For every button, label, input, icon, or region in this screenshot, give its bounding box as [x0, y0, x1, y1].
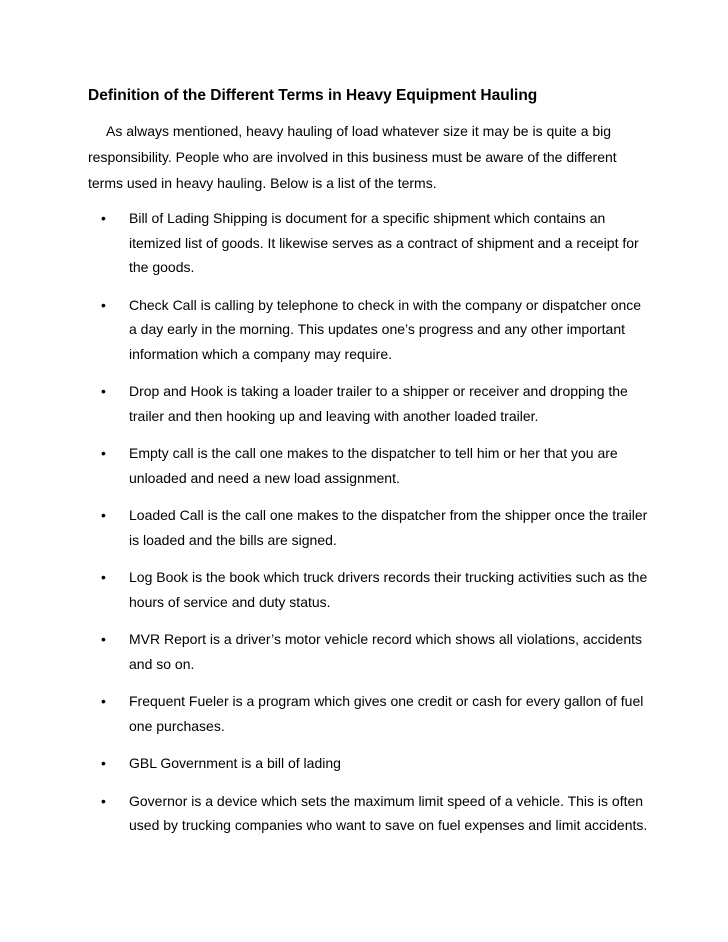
- list-item: [88, 206, 648, 280]
- bullet-icon: •: [101, 792, 106, 809]
- term-text: Drop and Hook is taking a loader trailer to a shipper or receiver and dropping the trailer and then hooking up and leaving with another loaded trailer.: [129, 383, 628, 424]
- term-text: Empty call is the call one makes to the dispatcher to tell him or her that you are unloaded and need a new load assignment.: [129, 445, 618, 486]
- list-item: [88, 441, 648, 490]
- list-item: [88, 751, 648, 776]
- bullet-icon: •: [101, 383, 106, 399]
- bullet-icon: •: [101, 569, 106, 585]
- bullet-icon: •: [101, 755, 106, 771]
- term-text: Frequent Fueler is a program which gives one credit or cash for every gallon of fuel one purchases.: [129, 693, 644, 734]
- list-item: [88, 789, 648, 838]
- list-item: [88, 689, 648, 738]
- list-item: [88, 627, 648, 676]
- term-text: Check Call is calling by telephone to check in with the company or dispatcher once a day early in the morning. This updates one’s progress and any other important information which a company may require.: [129, 296, 642, 362]
- term-text: GBL Government is a bill of lading: [129, 755, 341, 771]
- bullet-icon: •: [101, 445, 106, 461]
- bullet-icon: •: [101, 210, 106, 226]
- term-text: Log Book is the book which truck drivers records their trucking activities such as the hours of service and duty status.: [129, 569, 648, 610]
- term-text: MVR Report is a driver’s motor vehicle record which shows all violations, accidents and so on.: [129, 631, 643, 672]
- page-title: Definition of the Different Terms in Heavy Equipment Hauling: [88, 87, 538, 104]
- bullet-icon: •: [101, 631, 106, 647]
- bullet-icon: •: [101, 296, 106, 313]
- terms-list: [88, 206, 648, 851]
- list-item: [88, 565, 648, 614]
- term-text: Governor is a device which sets the maximum limit speed of a vehicle. This is often used by trucking companies who want to save on fuel expenses and limit accidents.: [129, 792, 648, 833]
- bullet-icon: •: [101, 693, 106, 709]
- term-text: Loaded Call is the call one makes to the dispatcher from the shipper once the trailer is loaded and the bills are signed.: [129, 507, 648, 548]
- intro-paragraph: As always mentioned, heavy hauling of load whatever size it may be is quite a big responsibility. People who are involved in this business must be aware of the different terms used in heavy hauling. Below is a list of the terms.: [88, 123, 617, 191]
- list-item: [88, 379, 648, 428]
- bullet-icon: •: [101, 507, 106, 523]
- term-text: Bill of Lading Shipping is document for a specific shipment which contains an itemized list of goods. It likewise serves as a contract of shipment and a receipt for the goods.: [129, 210, 639, 275]
- list-item: [88, 293, 648, 367]
- list-item: [88, 503, 648, 552]
